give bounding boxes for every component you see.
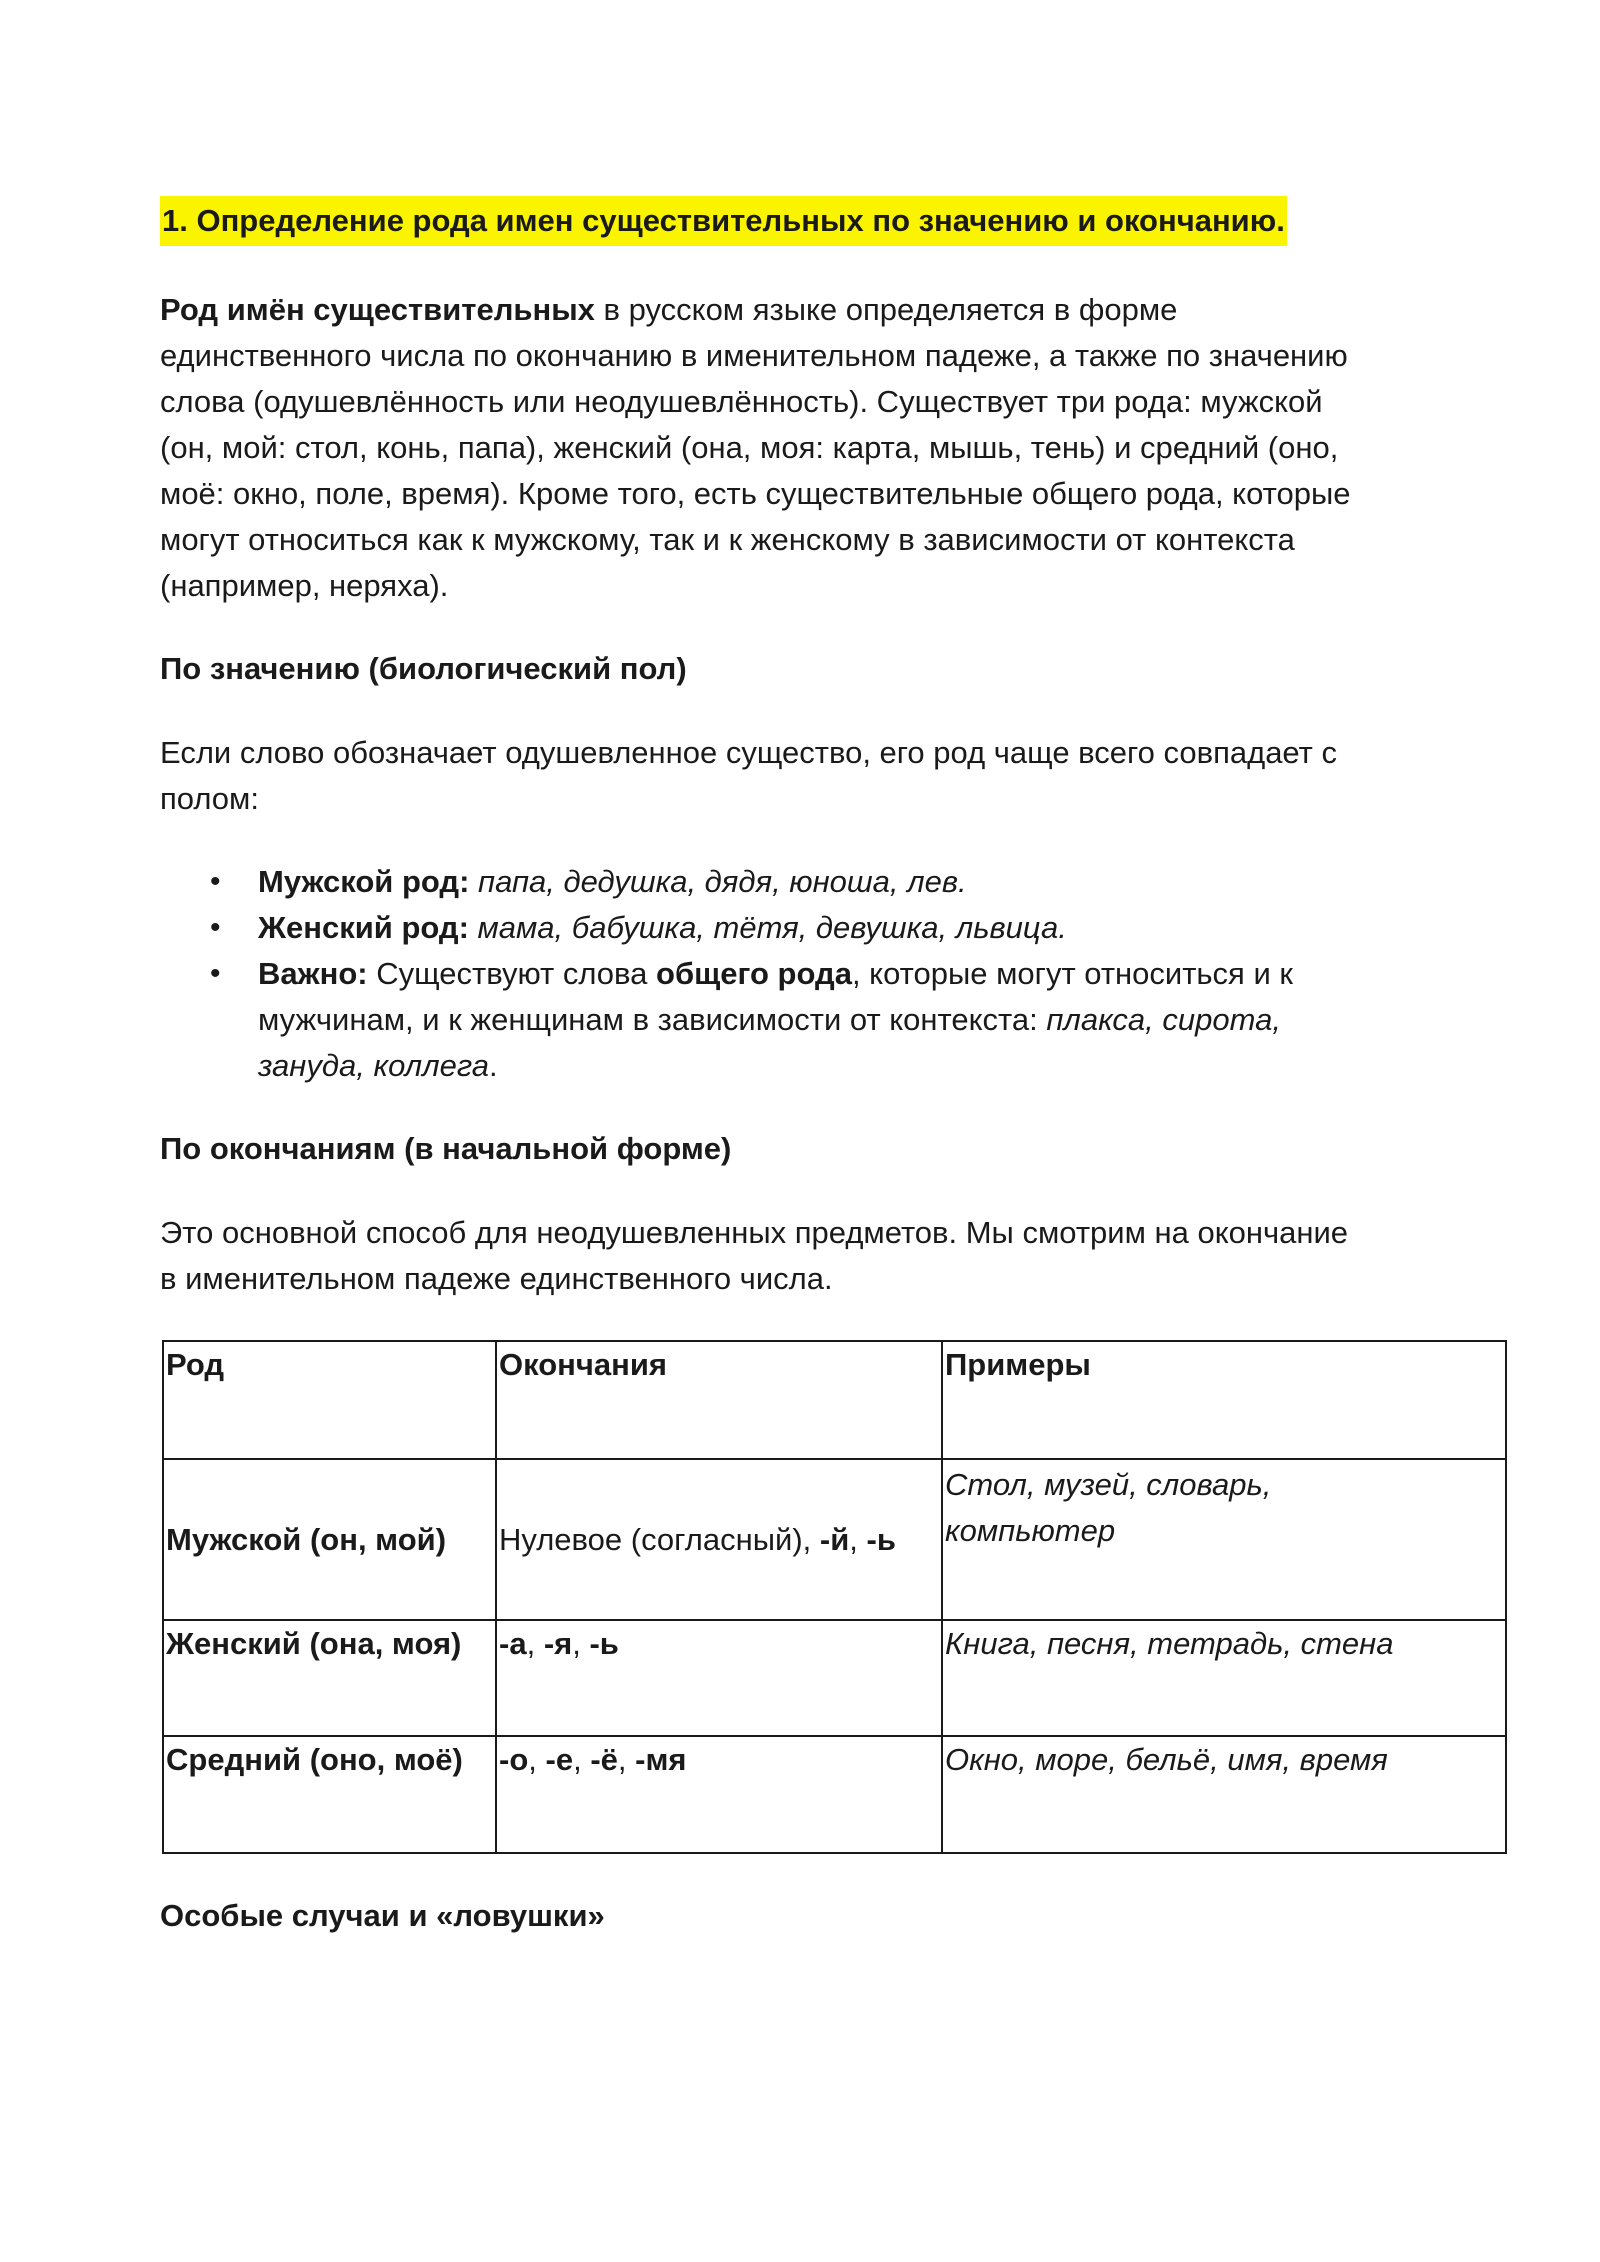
list-item-label: Женский род:	[258, 910, 469, 945]
ending-text: Нулевое (согласный),	[499, 1521, 820, 1557]
list-item	[160, 905, 1505, 951]
common-gender-term: общего рода	[656, 956, 852, 991]
intro-line-5: моё: окно, поле, время). Кроме того, есть существительные общего рода, которые	[160, 476, 1351, 511]
endings-paragraph	[160, 1210, 1505, 1302]
ending-mark: -а	[499, 1626, 527, 1661]
important-text-3: мужчинам, и к женщинам в зависимости от контекста:	[258, 1002, 1047, 1037]
table-cell-examples	[942, 1459, 1506, 1620]
meaning-paragraph	[160, 730, 1505, 822]
ending-mark: -мя	[635, 1742, 687, 1777]
table-header-examples: Примеры	[942, 1341, 1506, 1459]
table-cell-gender: Средний (оно, моё)	[163, 1736, 496, 1853]
ending-mark: -я	[543, 1626, 573, 1661]
table-cell-examples: Книга, песня, тетрадь, стена	[942, 1620, 1506, 1736]
intro-paragraph	[160, 287, 1505, 609]
ending-separator: ,	[528, 1742, 546, 1777]
list-item-examples: папа, дедушка, дядя, юноша, лев.	[469, 864, 967, 899]
table-cell-endings	[496, 1459, 942, 1620]
table-header-gender: Род	[163, 1341, 496, 1459]
table-row	[163, 1459, 1506, 1620]
table-header-row	[163, 1341, 1506, 1459]
table-cell-gender: Женский (она, моя)	[163, 1620, 496, 1736]
intro-line-2: единственного числа по окончанию в именительном падеже, а также по значению	[160, 338, 1348, 373]
ending-mark: -о	[499, 1742, 529, 1777]
endings-line-1: Это основной способ для неодушевленных предметов. Мы смотрим на окончание	[160, 1215, 1349, 1250]
important-label: Важно:	[258, 956, 368, 991]
meaning-line-2: полом:	[160, 781, 259, 816]
ending-separator: ,	[573, 1742, 591, 1777]
ending-separator: ,	[849, 1521, 867, 1557]
table-row	[163, 1620, 1506, 1736]
table-cell-examples: Окно, море, бельё, имя, время	[942, 1736, 1506, 1853]
ending-mark: -ь	[589, 1626, 619, 1661]
ending-separator: ,	[572, 1626, 590, 1661]
intro-line-3: слова (одушевлённость или неодушевлённость). Существует три рода: мужской	[160, 384, 1323, 419]
table-cell-gender: Мужской (он, мой)	[163, 1459, 496, 1620]
ending-mark: -е	[545, 1742, 574, 1777]
ending-mark: -й	[819, 1521, 850, 1557]
ending-mark: -ь	[866, 1521, 896, 1557]
main-heading: 1. Определение рода имен существительных по значению и окончанию.	[160, 196, 1287, 246]
ending-separator: ,	[526, 1626, 544, 1661]
important-end: .	[489, 1048, 498, 1083]
section-title-special-cases: Особые случаи и «ловушки»	[160, 1898, 605, 1933]
ending-separator: ,	[617, 1742, 636, 1777]
examples-line-1: Стол, музей, словарь,	[945, 1467, 1272, 1502]
list-item	[160, 859, 1505, 905]
gender-endings-table	[162, 1340, 1507, 1854]
bullet: •	[210, 865, 221, 898]
table-cell-endings	[496, 1736, 942, 1853]
section-title-endings: По окончаниям (в начальной форме)	[160, 1131, 732, 1166]
important-text-2: , которые могут относиться и к	[851, 956, 1293, 991]
table-header-endings: Окончания	[496, 1341, 942, 1459]
intro-line-7: (например, неряха).	[160, 568, 449, 603]
intro-line-1-rest: в русском языке определяется в форме	[594, 292, 1178, 327]
list-item-important	[160, 951, 1505, 1089]
list-item-label: Мужской род:	[258, 864, 470, 899]
list-item-examples: мама, бабушка, тётя, девушка, львица.	[468, 910, 1067, 945]
intro-line-1	[160, 287, 1505, 333]
intro-line-4: (он, мой: стол, конь, папа), женский (она, моя: карта, мышь, тень) и средний (оно,	[160, 430, 1339, 465]
intro-line-6: могут относиться как к мужскому, так и к женскому в зависимости от контекста	[160, 522, 1295, 557]
important-examples-2: зануда, коллега	[258, 1048, 490, 1083]
ending-mark: -ё	[590, 1742, 618, 1777]
intro-bold-term: Род имён существительных	[160, 292, 595, 327]
bullet: •	[210, 911, 221, 944]
endings-line-2: в именительном падеже единственного числа.	[160, 1261, 833, 1296]
gender-list	[160, 859, 1505, 1089]
bullet: •	[210, 957, 221, 990]
table-row	[163, 1736, 1506, 1853]
examples-line-2: компьютер	[945, 1513, 1116, 1548]
table-cell-endings	[496, 1620, 942, 1736]
important-examples-1: плакса, сирота,	[1046, 1002, 1281, 1037]
important-text: Существуют слова	[367, 956, 657, 991]
meaning-line-1: Если слово обозначает одушевленное существо, его род чаще всего совпадает с	[160, 735, 1337, 770]
section-title-meaning: По значению (биологический пол)	[160, 651, 687, 686]
